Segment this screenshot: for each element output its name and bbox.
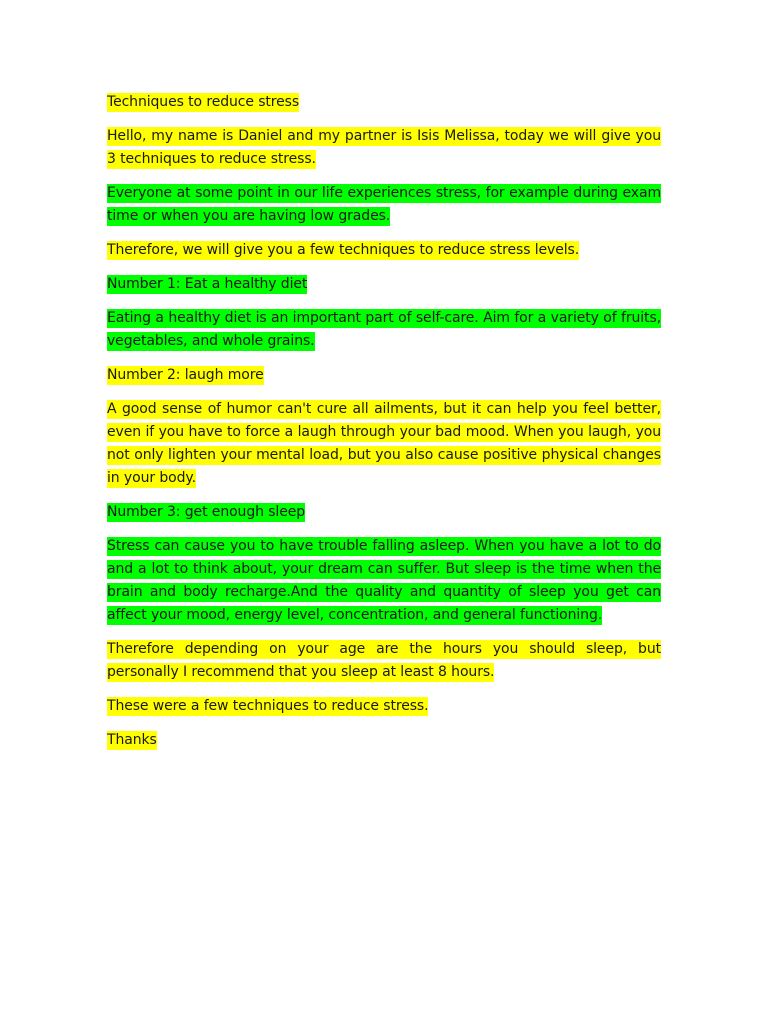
highlighted-text: Number 2: laugh more (107, 367, 264, 383)
highlighted-text: These were a few techniques to reduce stress. (107, 698, 429, 714)
highlighted-text: A good sense of humor can't cure all ailments, but it can help you feel better, even if you have to force a laugh through your bad mood. When you laugh, you not only lighten your mental load, but you also cause positive physical changes in your body. (107, 401, 661, 486)
highlighted-text: Eating a healthy diet is an important part of self-care. Aim for a variety of fruits, vegetables, and whole grains. (107, 310, 661, 349)
document-title (107, 91, 661, 114)
transition-paragraph (107, 239, 661, 262)
highlighted-text: Techniques to reduce stress (107, 94, 300, 110)
technique-3-paragraph (107, 535, 661, 627)
highlighted-text: Therefore, we will give you a few techniques to reduce stress levels. (107, 242, 580, 258)
highlighted-text: Hello, my name is Daniel and my partner is Isis Melissa, today we will give you 3 techniques to reduce stress. (107, 128, 661, 167)
technique-1-paragraph (107, 307, 661, 353)
technique-2-paragraph (107, 398, 661, 490)
sleep-recommendation-paragraph (107, 638, 661, 684)
technique-3-heading (107, 501, 661, 524)
thanks-paragraph (107, 729, 661, 752)
technique-1-heading (107, 273, 661, 296)
closing-paragraph (107, 695, 661, 718)
highlighted-text: Number 3: get enough sleep (107, 504, 306, 520)
intro-paragraph (107, 125, 661, 171)
technique-2-heading (107, 364, 661, 387)
highlighted-text: Thanks (107, 732, 157, 748)
highlighted-text: Number 1: Eat a healthy diet (107, 276, 308, 292)
document-body (107, 91, 661, 763)
highlighted-text: Everyone at some point in our life experiences stress, for example during exam time or when you are having low grades. (107, 185, 661, 224)
highlighted-text: Stress can cause you to have trouble falling asleep. When you have a lot to do and a lot to think about, your dream can suffer. But sleep is the time when the brain and body recharge.And the quality and quantity of sleep you get can affect your mood, energy level, concentration, and general functioning. (107, 538, 661, 623)
highlighted-text: Therefore depending on your age are the hours you should sleep, but personally I recommend that you sleep at least 8 hours. (107, 641, 661, 680)
context-paragraph (107, 182, 661, 228)
